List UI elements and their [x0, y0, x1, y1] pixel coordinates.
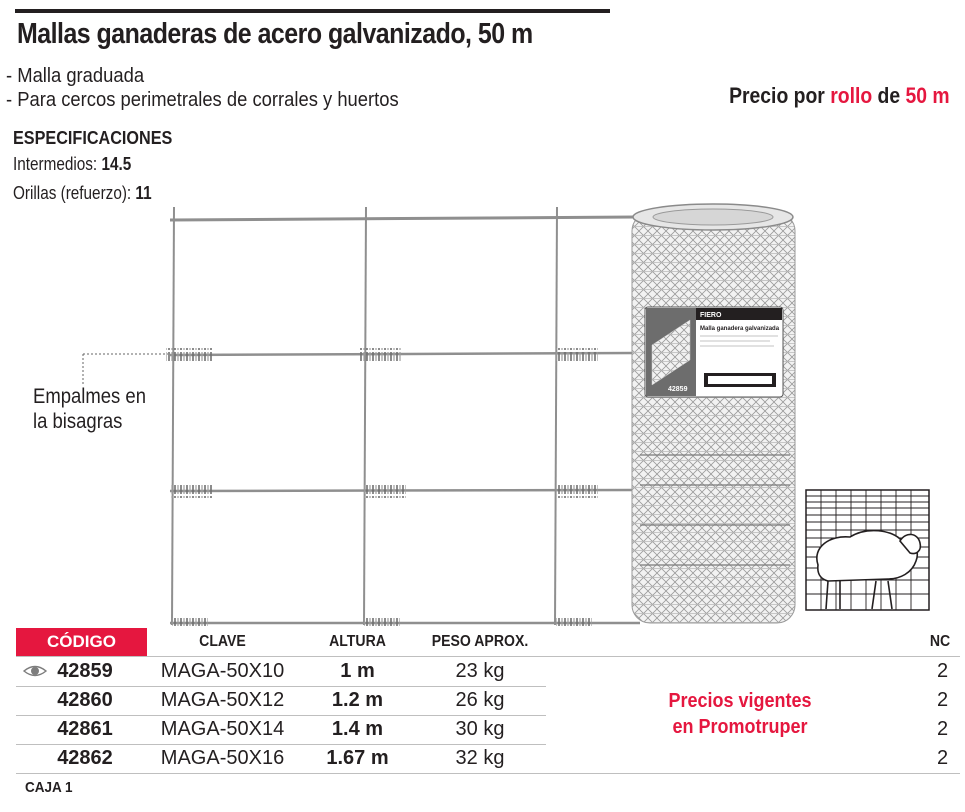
- column-header-clave: CLAVE: [199, 633, 246, 650]
- row-peso: 23 kg: [455, 660, 505, 682]
- product-illustration: [0, 195, 965, 627]
- feature-item: - Para cercos perimetrales de corrales y huertos: [6, 89, 399, 111]
- feature-item: - Malla graduada: [6, 65, 145, 87]
- row-clave: MAGA-50X16: [160, 747, 285, 769]
- price-note-roll: rollo: [830, 83, 873, 108]
- column-header-nc: NC: [929, 633, 951, 650]
- callout-line: Empalmes en: [33, 385, 146, 408]
- row-clave: MAGA-50X14: [160, 718, 285, 740]
- callout-dotted-line: [83, 354, 168, 385]
- column-header-code: CÓDIGO: [16, 628, 147, 656]
- callout-line: la bisagras: [33, 410, 123, 433]
- eye-icon: [22, 661, 48, 681]
- row-peso: 32 kg: [455, 747, 505, 769]
- graduated-mesh-diagram: [806, 490, 929, 610]
- column-header-peso: PESO APROX.: [431, 633, 529, 650]
- product-label: [645, 307, 783, 397]
- product-label-name: Malla ganadera galvanizada: [700, 326, 780, 332]
- price-note-length: 50 m: [905, 83, 950, 108]
- promo-line: Precios vigentes: [668, 690, 812, 712]
- specs-heading: ESPECIFICACIONES: [13, 128, 173, 148]
- row-clave: MAGA-50X12: [160, 689, 285, 711]
- row-nc: 2: [936, 747, 949, 769]
- price-note-prefix: Precio por: [729, 83, 831, 108]
- row-code: 42859: [57, 660, 113, 682]
- spec-value: 14.5: [101, 154, 132, 174]
- product-label-code: 42859: [668, 386, 688, 393]
- fence-mesh: [170, 207, 640, 625]
- row-clave: MAGA-50X10: [160, 660, 285, 682]
- price-note-middle: de: [872, 83, 906, 108]
- price-note: [729, 83, 950, 109]
- box-quantity: CAJA 1: [25, 779, 73, 796]
- product-label-brand: FIERO: [700, 312, 722, 319]
- row-altura: 1.4 m: [331, 718, 384, 740]
- row-code: 42861: [57, 718, 113, 740]
- page-title: Mallas ganaderas de acero galvanizado, 50 m: [17, 18, 533, 50]
- row-altura: 1.67 m: [326, 747, 389, 769]
- column-header-altura: ALTURA: [329, 633, 386, 650]
- row-peso: 26 kg: [455, 689, 505, 711]
- row-nc: 2: [936, 660, 949, 682]
- promo-note: [632, 688, 848, 740]
- row-code: 42860: [57, 689, 113, 711]
- row-altura: 1.2 m: [331, 689, 384, 711]
- hinge-joints: [166, 348, 598, 627]
- row-peso: 30 kg: [455, 718, 505, 740]
- title-rule: [15, 9, 610, 13]
- promo-line: en Promotruper: [672, 716, 808, 738]
- wire-roll: [632, 204, 795, 623]
- row-altura: 1 m: [340, 660, 375, 682]
- row-nc: 2: [936, 689, 949, 711]
- spec-label: Orillas (refuerzo):: [13, 183, 136, 203]
- feature-list: [6, 64, 399, 112]
- row-code: 42862: [57, 747, 113, 769]
- spec-label: Intermedios:: [13, 154, 102, 174]
- spec-value: 11: [135, 183, 152, 203]
- table-bottom-divider: [16, 773, 960, 774]
- row-nc: 2: [936, 718, 949, 740]
- spec-intermedios: [13, 154, 131, 175]
